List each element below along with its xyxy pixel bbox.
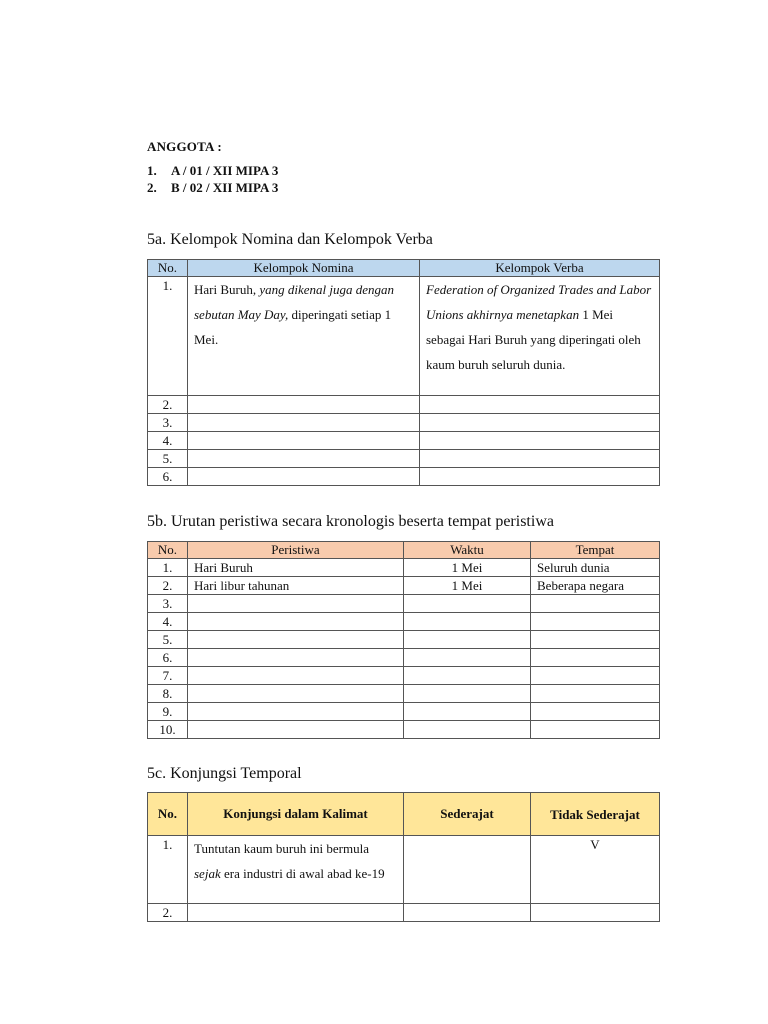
table-row bbox=[148, 432, 660, 450]
table-row bbox=[148, 836, 660, 904]
member-number: 2. bbox=[147, 180, 157, 195]
row-number: 9. bbox=[148, 703, 188, 721]
waktu-cell: 1 Mei bbox=[404, 559, 531, 577]
verba-text: 1 Mei sebagai Hari Buruh yang diperingati oleh kaum buruh seluruh dunia. bbox=[426, 307, 641, 372]
nomina-text-end: diperingati setiap 1 Mei. bbox=[194, 307, 392, 347]
row-number: 3. bbox=[148, 595, 188, 613]
column-header: Tidak Sederajat bbox=[531, 793, 660, 836]
members-title: ANGGOTA : bbox=[147, 139, 222, 154]
column-header: No. bbox=[148, 542, 188, 559]
nomina-italic-text: yang dikenal juga dengan sebutan May Day, bbox=[194, 282, 395, 322]
kalimat-cell bbox=[188, 836, 404, 904]
table-row bbox=[148, 631, 660, 649]
tidak-sederajat-cell: V bbox=[531, 836, 660, 904]
column-header: No. bbox=[148, 260, 188, 277]
nomina-cell bbox=[188, 277, 420, 396]
member-text: A / 01 / XII MIPA 3 bbox=[171, 163, 279, 178]
table-row bbox=[148, 613, 660, 631]
table-row bbox=[148, 703, 660, 721]
member-number: 1. bbox=[147, 163, 157, 178]
table-header-row bbox=[148, 793, 660, 836]
column-header: Peristiwa bbox=[188, 542, 404, 559]
table-row bbox=[148, 468, 660, 486]
row-number: 5. bbox=[148, 450, 188, 468]
row-number: 3. bbox=[148, 414, 188, 432]
verba-italic-text: Federation of Organized Trades and Labor Unions akhirnya menetapkan bbox=[426, 282, 652, 322]
konjungsi-table bbox=[147, 792, 660, 922]
row-number: 7. bbox=[148, 667, 188, 685]
table-row bbox=[148, 277, 660, 396]
table-header-row bbox=[148, 260, 660, 277]
table-row bbox=[148, 450, 660, 468]
column-header: Kelompok Nomina bbox=[188, 260, 420, 277]
table-row bbox=[148, 396, 660, 414]
column-header: No. bbox=[148, 793, 188, 836]
row-number: 1. bbox=[148, 559, 188, 577]
table-row bbox=[148, 414, 660, 432]
row-number: 1. bbox=[148, 836, 188, 904]
table-row bbox=[148, 667, 660, 685]
nomina-text: Hari Buruh, bbox=[194, 282, 260, 297]
row-number: 6. bbox=[148, 468, 188, 486]
table-row bbox=[148, 721, 660, 739]
section-a-title: 5a. Kelompok Nomina dan Kelompok Verba bbox=[147, 231, 433, 248]
tempat-cell: Seluruh dunia bbox=[531, 559, 660, 577]
kalimat-text: Tuntutan kaum buruh ini bermula bbox=[194, 841, 370, 856]
table-row bbox=[148, 595, 660, 613]
row-number: 8. bbox=[148, 685, 188, 703]
column-header: Kelompok Verba bbox=[420, 260, 660, 277]
waktu-cell: 1 Mei bbox=[404, 577, 531, 595]
peristiwa-cell: Hari libur tahunan bbox=[188, 577, 404, 595]
table-row bbox=[148, 904, 660, 922]
section-c-title: 5c. Konjungsi Temporal bbox=[147, 765, 302, 782]
member-item bbox=[147, 163, 278, 179]
table-row bbox=[148, 649, 660, 667]
column-header: Konjungsi dalam Kalimat bbox=[188, 793, 404, 836]
row-number: 2. bbox=[148, 396, 188, 414]
peristiwa-table bbox=[147, 541, 660, 739]
kalimat-text-end: era industri di awal abad ke-19 bbox=[220, 866, 385, 881]
row-number: 1. bbox=[148, 277, 188, 396]
row-number: 2. bbox=[148, 577, 188, 595]
row-number: 4. bbox=[148, 613, 188, 631]
row-number: 2. bbox=[148, 904, 188, 922]
tempat-cell: Beberapa negara bbox=[531, 577, 660, 595]
table-row bbox=[148, 559, 660, 577]
row-number: 10. bbox=[148, 721, 188, 739]
column-header: Tempat bbox=[531, 542, 660, 559]
table-header-row bbox=[148, 542, 660, 559]
row-number: 6. bbox=[148, 649, 188, 667]
member-item bbox=[147, 180, 278, 196]
peristiwa-cell: Hari Buruh bbox=[188, 559, 404, 577]
row-number: 4. bbox=[148, 432, 188, 450]
table-row bbox=[148, 685, 660, 703]
row-number: 5. bbox=[148, 631, 188, 649]
verba-cell bbox=[420, 277, 660, 396]
nomina-verba-table bbox=[147, 259, 660, 486]
kalimat-italic-text: sejak bbox=[194, 866, 221, 881]
sederajat-cell bbox=[404, 836, 531, 904]
table-row bbox=[148, 577, 660, 595]
column-header: Sederajat bbox=[404, 793, 531, 836]
column-header: Waktu bbox=[404, 542, 531, 559]
member-text: B / 02 / XII MIPA 3 bbox=[171, 180, 279, 195]
section-b-title: 5b. Urutan peristiwa secara kronologis beserta tempat peristiwa bbox=[147, 513, 554, 530]
